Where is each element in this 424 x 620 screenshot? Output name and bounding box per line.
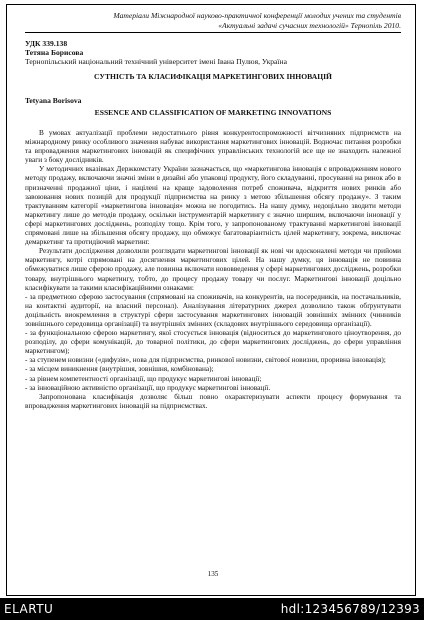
paragraph: Результати дослідження дозволили розглядати маркетингові інновації як нові чи вдосконалені методи чи прийоми маркетингу, котрі спрямовані на досягнення маркетингових цілей. На нашу думку, ця інновація не повинна обмежуватися лише сферою продажу, але повинна включати нововведення у сфері маркетингових досліджень, розробки товару, внутрішнього маркетингу, тобто, до процесу продажу товару чи послуг. Маркетингові інновації доцільно класифікувати за такими класифікаційними ознаками: bbox=[25, 246, 401, 292]
repository-name: ELARTU bbox=[4, 602, 54, 616]
page-frame bbox=[6, 4, 416, 596]
article-title-en: ESSENCE AND CLASSIFICATION OF MARKETING INNOVATIONS bbox=[94, 108, 332, 117]
list-item: - за рівнем компетентності організації, що продукує маркетингові інновації; bbox=[25, 373, 262, 383]
paragraph: У методичних вказівках Держкомстату України зазначається, що «маркетингова інновація є впровадженням нового методу продажу, включаючи значні зміни в дизайні або упаковці продукту, його складуванні, просуванні на ринок або в призначенні продажної ціни, і націлені на краще задоволення потреб споживача, відкриття нових ринків або завоювання нових позицій для продукції підприємства на ринку з метою збільшення обсягу продажу». З таким трактуванням категорії «маркетингова інновація» можна не погодитись. На нашу думку, недоцільно зводити методи маркетингу лише до методів продажу, оскільки інструментарій маркетингу є значно ширшим, включаючи інновації у сфері маркетингових досліджень, розподілу тощо. Крім того, у запропонованому трактуванні маркетингові інновації спрямовані лише на збільшення обсягу продажу, що обмежує багатоваріантність цілей маркетингу, зокрема, виключає демаркетинг та протидіючий маркетинг. bbox=[25, 164, 401, 247]
list-item: - за предметною сферою застосування (спрямовані на споживачів, на конкурентів, на посередників, на постачальників, на контактні аудиторії, на власний персонал). Аналізування літературних джерел дозволило також обґрунтувати доцільність виокремлення в структурі сфери застосування маркетингових інновацій зовнішніх змінних (чинників зовнішнього середовища організації) та внутрішніх змінних (складових внутрішнього середовища організації). bbox=[25, 291, 401, 328]
udk-code: УДК 339.138 bbox=[25, 39, 68, 48]
conference-header-line2: «Актуальні задачі сучасних технологій» Тернопіль 2010. bbox=[218, 20, 401, 30]
document-page bbox=[25, 7, 401, 578]
author-name-en: Tetyana Borisova bbox=[25, 96, 82, 105]
author-name: Тетяна Борисова bbox=[25, 48, 84, 57]
status-bar bbox=[0, 598, 424, 620]
paragraph: В умовах актуалізації проблеми недостатнього рівня конкурентоспроможності вітчизняних підприємств на міжнародному ринку особливого значення набуває використання маркетингових інновацій. Водночас питання розробки та впровадження маркетингових інновацій як специфічних управлінських технологій все ще не знаходить належної уваги з боку дослідників. bbox=[25, 128, 401, 165]
list-item: - за місцем виникнення (внутрішня, зовнішня, комбінована); bbox=[25, 364, 214, 374]
conference-header bbox=[25, 7, 401, 33]
list-item: - за інноваційною активністю організації, що продукує маркетингові інновації. bbox=[25, 382, 271, 392]
article-body bbox=[25, 128, 401, 410]
list-item: - за функціональною сферою маркетингу, якої стосується інновація (відноситься до маркетингового ціноутворення, до розподілу, до сфери комунікацій, до товарної політики, до сфери маркетингових досліджень, до сфери управління маркетингом); bbox=[25, 328, 401, 356]
conference-header-line1: Матеріали Міжнародної науково-практичної конференції молодих учених та студентів bbox=[113, 11, 401, 20]
list-item: - за ступенем новизни («дифузія», нова для підприємства, ринкової новизни, світової новизни, проривна інновація); bbox=[25, 355, 386, 365]
article-title-ua: СУТНІСТЬ ТА КЛАСИФІКАЦІЯ МАРКЕТИНГОВИХ ІННОВАЦІЙ bbox=[94, 72, 332, 81]
page-number: 135 bbox=[207, 570, 219, 578]
paragraph: Запропонована класифікація дозволяє більш повно охарактеризувати аспекти процесу формування та впровадження маркетингових інновацій на підприємствах. bbox=[25, 391, 401, 410]
handle-identifier: hdl:123456789/12393 bbox=[280, 602, 420, 616]
author-affiliation: Тернопільський національний технічний університет імені Івана Пулюя, Україна bbox=[25, 57, 287, 66]
